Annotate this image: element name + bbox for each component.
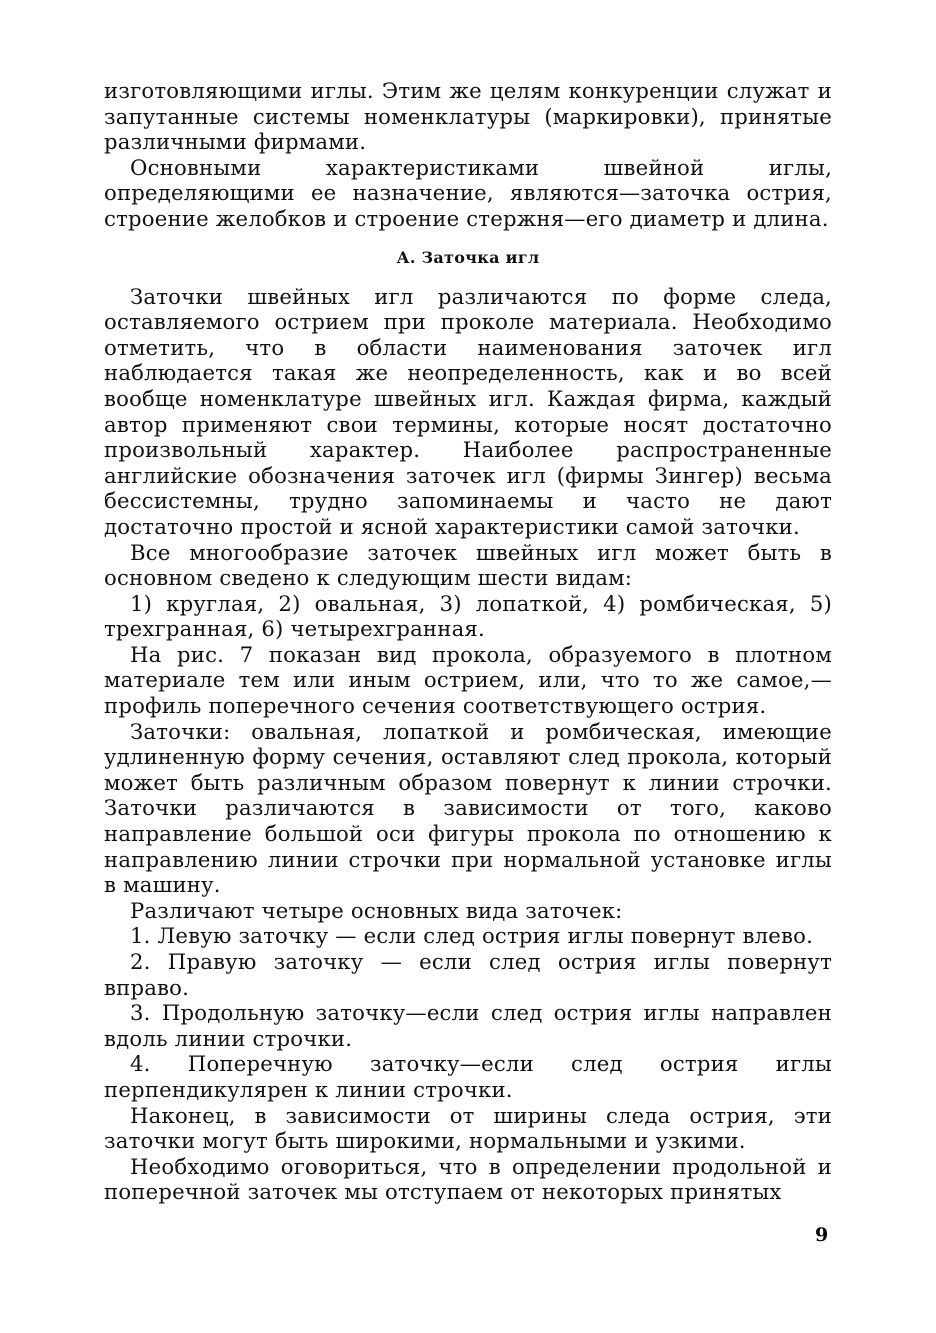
- list-item: 4. Поперечную заточку—если след острия иглы перпендикулярен к линии строчки.: [104, 1051, 832, 1102]
- section-heading: А. Заточка игл: [396, 247, 540, 267]
- paragraph: Наконец, в зависимости от ширины следа острия, эти заточки могут быть широкими, нормальными и узкими.: [104, 1102, 832, 1154]
- page-body: [104, 78, 832, 1205]
- paragraph: Заточки: овальная, лопаткой и ромбическая, имеющие удлиненную форму сечения, оставляют след прокола, который может быть различным образом повернут к линии строчки. Заточки различаются в зависимости от того, каково направление большой оси фигуры прокола по отношению к направлению линии строчки при нормальной установке иглы в машину.: [104, 718, 832, 898]
- page-number: 9: [815, 1224, 829, 1246]
- paragraph: изготовляющими иглы. Этим же целям конкуренции служат и запутанные системы номенклатуры (маркировки), принятые различными фирмами.: [104, 78, 832, 155]
- paragraph: На рис. 7 показан вид прокола, образуемого в плотном материале тем или иным острием, или, что то же самое,— профиль поперечного сечения соответствующего острия.: [104, 641, 832, 719]
- paragraph: Заточки швейных игл различаются по форме следа, оставляемого острием при проколе материала. Необходимо отметить, что в области наименования заточек игл наблюдается такая же неопределенность, как и во всей вообще номенклатуре швейных игл. Каждая фирма, каждый автор применяют свои термины, которые носят достаточно произвольный характер. Наиболее распространенные английские обозначения заточек игл (фирмы Зингер) весьма бессистемны, трудно запоминаемы и часто не дают достаточно простой и ясной характеристики самой заточки.: [104, 283, 832, 539]
- list-item: 3. Продольную заточку—если след острия иглы направлен вдоль линии строчки.: [104, 1000, 832, 1051]
- list-item: 2. Правую заточку — если след острия иглы повернут вправо.: [104, 949, 832, 1000]
- list-paragraph: 1) круглая, 2) овальная, 3) лопаткой, 4) ромбическая, 5) трехгранная, 6) четырехгранная.: [104, 590, 832, 642]
- list-item: 1. Левую заточку — если след острия иглы повернут влево.: [130, 923, 814, 949]
- paragraph: Необходимо оговориться, что в определении продольной и поперечной заточек мы отступаем от некоторых принятых: [104, 1153, 832, 1205]
- paragraph: Основными характеристиками швейной иглы, определяющими ее назначение, являются—заточка острия, строение желобков и строение стержня—его диаметр и длина.: [104, 154, 832, 231]
- paragraph: Различают четыре основных вида заточек:: [130, 897, 623, 923]
- paragraph: Все многообразие заточек швейных игл может быть в основном сведено к следующим шести видам:: [104, 539, 832, 591]
